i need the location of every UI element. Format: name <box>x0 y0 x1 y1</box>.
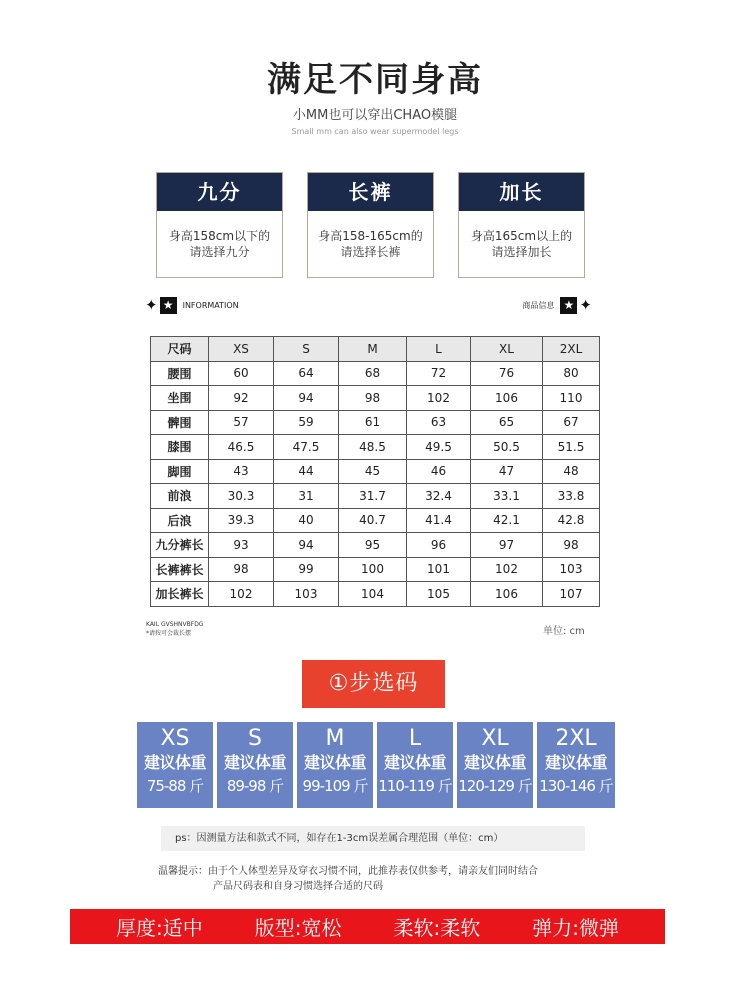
measure-value-cell: 95 <box>339 533 407 558</box>
information-label-left <box>145 294 243 316</box>
measure-value-cell: 106 <box>471 386 543 411</box>
card-long-pants <box>307 172 434 278</box>
measure-value-cell: 103 <box>543 557 600 582</box>
measurement-note: ps：因测量方法和款式不同，如存在1-3cm误差属合理范围（单位：cm） <box>161 826 585 851</box>
recommend-label: 建议体重 <box>303 753 366 772</box>
measure-value-cell: 67 <box>543 410 600 435</box>
measure-label-cell: 腰围 <box>151 361 209 386</box>
measure-label-cell: 脚围 <box>151 459 209 484</box>
measure-value-cell: 50.5 <box>471 435 543 460</box>
sparkle-icon: ✦ <box>145 295 158 314</box>
table-row <box>151 459 600 484</box>
measure-value-cell: 63 <box>407 410 471 435</box>
weight-range: 120-129 斤 <box>458 777 532 795</box>
weight-range: 99-109 斤 <box>302 777 368 795</box>
measure-label-cell: 九分裤长 <box>151 533 209 558</box>
measure-value-cell: 46.5 <box>209 435 274 460</box>
size-box-l <box>377 722 453 808</box>
feature-elasticity: 弹力:微弹 <box>532 916 619 940</box>
friendly-tip <box>158 864 538 894</box>
table-row <box>151 557 600 582</box>
measure-value-cell: 65 <box>471 410 543 435</box>
measure-value-cell: 102 <box>471 557 543 582</box>
measure-value-cell: 94 <box>274 533 339 558</box>
measure-value-cell: 110 <box>543 386 600 411</box>
weight-range: 75-88 斤 <box>146 777 204 795</box>
size-box-2xl <box>537 722 615 808</box>
measure-value-cell: 76 <box>471 361 543 386</box>
size-box-s <box>217 722 293 808</box>
measure-value-cell: 102 <box>209 582 274 607</box>
step-select-size-button: ①步选码 <box>302 660 445 708</box>
tip-line: 产品尺码表和自身习惯选择合适的尺码 <box>213 881 383 892</box>
measure-value-cell: 94 <box>274 386 339 411</box>
measure-label-cell: 长裤裤长 <box>151 557 209 582</box>
feature-thickness: 厚度:适中 <box>116 916 203 940</box>
measure-value-cell: 48.5 <box>339 435 407 460</box>
size-box-xs <box>137 722 213 808</box>
card-title: 九分 <box>157 173 282 211</box>
recommend-label: 建议体重 <box>223 753 286 772</box>
page-subtitle-english: Small mm can also wear supermodel legs <box>291 127 459 136</box>
table-row <box>151 410 600 435</box>
measure-value-cell: 32.4 <box>407 484 471 509</box>
measure-value-cell: 59 <box>274 410 339 435</box>
recommend-label: 建议体重 <box>544 753 607 772</box>
table-row <box>151 508 600 533</box>
measure-value-cell: 42.1 <box>471 508 543 533</box>
measure-value-cell: 44 <box>274 459 339 484</box>
measure-value-cell: 98 <box>209 557 274 582</box>
measure-value-cell: 80 <box>543 361 600 386</box>
measure-value-cell: 48 <box>543 459 600 484</box>
size-label: S <box>248 726 262 751</box>
footnote-line: KAIL GVSHNVBFDG <box>146 621 204 628</box>
measure-value-cell: 96 <box>407 533 471 558</box>
measure-value-cell: 93 <box>209 533 274 558</box>
unit-label: 单位: cm <box>543 626 585 637</box>
measure-value-cell: 47.5 <box>274 435 339 460</box>
weight-range: 130-146 斤 <box>539 777 613 795</box>
measure-value-cell: 104 <box>339 582 407 607</box>
card-extra-long <box>458 172 585 278</box>
card-line: 请选择九分 <box>189 245 250 259</box>
measure-value-cell: 33.1 <box>471 484 543 509</box>
size-header-cell: M <box>339 337 407 362</box>
card-title: 长裤 <box>308 173 433 211</box>
card-line: 身高158-165cm的 <box>318 229 423 243</box>
table-corner-cell: 尺码 <box>151 337 209 362</box>
size-label: L <box>408 726 422 751</box>
feature-softness: 柔软:柔软 <box>393 916 481 940</box>
size-label: XL <box>481 726 509 751</box>
information-text: INFORMATION <box>182 300 239 310</box>
weight-range: 110-119 斤 <box>378 777 452 795</box>
size-table <box>150 336 600 607</box>
table-row <box>151 361 600 386</box>
measure-label-cell: 加长裤长 <box>151 582 209 607</box>
size-label: M <box>325 726 345 751</box>
measure-value-cell: 51.5 <box>543 435 600 460</box>
measure-value-cell: 39.3 <box>209 508 274 533</box>
measure-label-cell: 前浪 <box>151 484 209 509</box>
star-box-icon: ★ <box>560 297 577 314</box>
size-box-m <box>297 722 373 808</box>
card-nine-tenths <box>156 172 283 278</box>
page-title: 满足不同身高 <box>267 60 483 100</box>
measure-label-cell: 坐围 <box>151 386 209 411</box>
table-footnote <box>146 620 203 638</box>
measure-value-cell: 33.8 <box>543 484 600 509</box>
information-label-right <box>518 294 592 316</box>
measure-value-cell: 107 <box>543 582 600 607</box>
table-row <box>151 582 600 607</box>
measure-value-cell: 100 <box>339 557 407 582</box>
tip-line: 温馨提示：由于个人体型差异及穿衣习惯不同，此推荐表仅供参考，请亲友们同时结合 <box>158 866 538 877</box>
measure-value-cell: 49.5 <box>407 435 471 460</box>
measure-label-cell: 髀围 <box>151 410 209 435</box>
size-header-cell: S <box>274 337 339 362</box>
height-cards <box>156 172 586 278</box>
measure-value-cell: 61 <box>339 410 407 435</box>
measure-value-cell: 98 <box>543 533 600 558</box>
size-weight-boxes <box>137 722 615 808</box>
measure-value-cell: 42.8 <box>543 508 600 533</box>
measure-value-cell: 72 <box>407 361 471 386</box>
measure-value-cell: 46 <box>407 459 471 484</box>
measure-value-cell: 102 <box>407 386 471 411</box>
measure-label-cell: 后浪 <box>151 508 209 533</box>
size-header-cell: L <box>407 337 471 362</box>
table-header-row <box>151 337 600 362</box>
size-header-cell: XL <box>471 337 543 362</box>
table-row <box>151 386 600 411</box>
feature-fit: 版型:宽松 <box>254 916 342 940</box>
measure-value-cell: 64 <box>274 361 339 386</box>
measure-value-cell: 40 <box>274 508 339 533</box>
card-line: 身高158cm以下的 <box>168 229 271 243</box>
size-header-cell: XS <box>209 337 274 362</box>
measure-value-cell: 68 <box>339 361 407 386</box>
measure-value-cell: 106 <box>471 582 543 607</box>
card-line: 请选择长裤 <box>340 245 401 259</box>
measure-value-cell: 31.7 <box>339 484 407 509</box>
measure-value-cell: 31 <box>274 484 339 509</box>
card-line: 请选择加长 <box>491 245 552 259</box>
table-row <box>151 435 600 460</box>
measure-value-cell: 92 <box>209 386 274 411</box>
measure-value-cell: 45 <box>339 459 407 484</box>
weight-range: 89-98 斤 <box>226 777 284 795</box>
measure-value-cell: 103 <box>274 582 339 607</box>
page-subtitle: 小MM也可以穿出CHAO模腿 <box>292 108 458 123</box>
size-box-xl <box>457 722 533 808</box>
measure-label-cell: 膝围 <box>151 435 209 460</box>
star-box-icon: ★ <box>160 297 177 314</box>
measure-value-cell: 98 <box>339 386 407 411</box>
feature-bar <box>70 909 665 944</box>
measure-value-cell: 97 <box>471 533 543 558</box>
recommend-label: 建议体重 <box>463 753 526 772</box>
measure-value-cell: 57 <box>209 410 274 435</box>
measure-value-cell: 60 <box>209 361 274 386</box>
measure-value-cell: 101 <box>407 557 471 582</box>
measure-value-cell: 47 <box>471 459 543 484</box>
measure-value-cell: 40.7 <box>339 508 407 533</box>
table-row <box>151 533 600 558</box>
measure-value-cell: 105 <box>407 582 471 607</box>
product-info-text: 商品信息 <box>522 300 555 310</box>
measure-value-cell: 30.3 <box>209 484 274 509</box>
measure-value-cell: 99 <box>274 557 339 582</box>
measure-value-cell: 41.4 <box>407 508 471 533</box>
card-title: 加长 <box>459 173 584 211</box>
size-header-cell: 2XL <box>543 337 600 362</box>
footnote-line: *请按可会裁长摆 <box>146 630 192 637</box>
sparkle-icon: ✦ <box>579 295 592 314</box>
size-label: XS <box>160 726 190 751</box>
size-label: 2XL <box>555 726 597 751</box>
recommend-label: 建议体重 <box>383 753 446 772</box>
card-line: 身高165cm以上的 <box>470 229 573 243</box>
recommend-label: 建议体重 <box>143 753 206 772</box>
table-row <box>151 484 600 509</box>
measure-value-cell: 43 <box>209 459 274 484</box>
